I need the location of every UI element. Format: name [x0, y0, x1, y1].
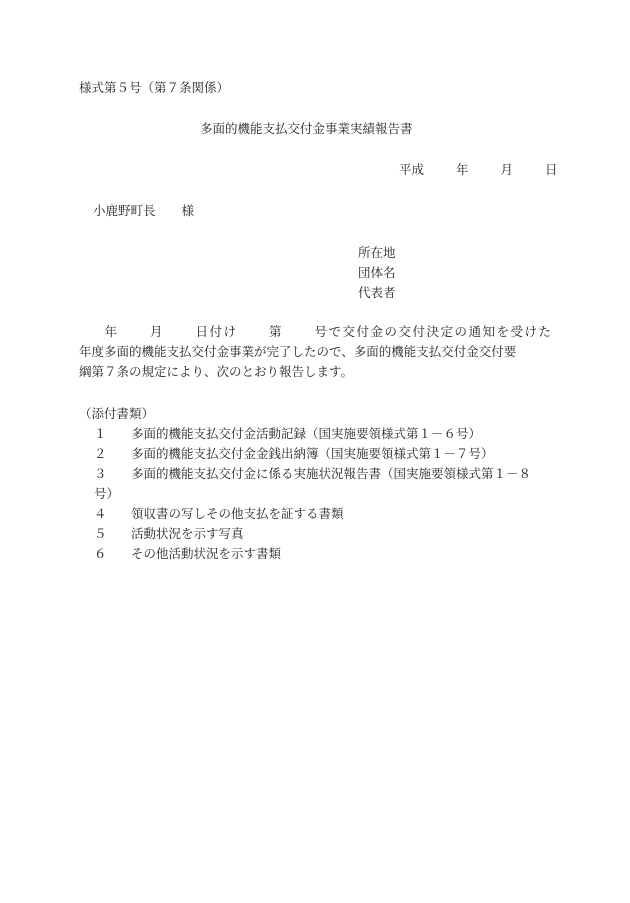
attachment-item [79, 444, 551, 464]
attachment-text: 号） [94, 486, 120, 501]
attachment-number: ４ [94, 506, 107, 521]
attachment-number: ３ [94, 466, 107, 481]
attachment-item [79, 544, 551, 564]
sender-address-label: 所在地 [358, 245, 396, 260]
body-year: 年 [103, 324, 119, 339]
attachment-item [79, 424, 551, 444]
body-line-2: 年度多面的機能支払交付金事業が完了したので、多面的機能支払交付金交付要 [79, 344, 517, 359]
date-era: 平成 [399, 162, 425, 177]
attachment-text: その他活動状況を示す書類 [131, 546, 282, 561]
body-day-dated: 日付け [194, 324, 238, 339]
attachment-text: 多面的機能支払交付金金銭出納簿（国実施要領様式第１－７号） [131, 446, 494, 461]
sender-org-label: 団体名 [358, 265, 396, 280]
form-number: 様式第５号（第７条関係） [79, 80, 230, 95]
addressee-honorific: 様 [181, 203, 195, 218]
addressee-name: 小鹿野町長 [93, 203, 156, 218]
attachment-text: 多面的機能支払交付金活動記録（国実施要領様式第１－６号） [131, 426, 482, 441]
attachment-number: ２ [94, 446, 107, 461]
attachment-number: １ [94, 426, 107, 441]
sender-block [358, 243, 396, 303]
body-line-1 [79, 322, 551, 342]
attachment-item [79, 504, 551, 524]
body-line-1-rest: 号で交付金の交付決定の通知を受けた [313, 324, 551, 339]
date-month-label: 月 [500, 162, 514, 177]
date-year-label: 年 [456, 162, 469, 177]
date-day-label: 日 [545, 162, 558, 177]
attachment-item [79, 464, 551, 484]
attachment-item [79, 524, 551, 544]
body-paragraph [79, 322, 551, 382]
attachment-number: ５ [94, 526, 107, 541]
attachment-text: 活動状況を示す写真 [131, 526, 244, 541]
attachment-number: ６ [94, 546, 107, 561]
body-month: 月 [148, 324, 164, 339]
date-line [399, 162, 558, 178]
sender-rep-label: 代表者 [358, 285, 396, 300]
attachments-heading: （添付書類） [79, 406, 155, 421]
attachment-item-continuation [79, 484, 551, 504]
document-title: 多面的機能支払交付金事業実績報告書 [200, 121, 413, 136]
attachment-text: 多面的機能支払交付金に係る実施状況報告書（国実施要領様式第１－８ [131, 466, 532, 481]
body-number-prefix: 第 [267, 324, 283, 339]
body-line-3: 綱第７条の規定により、次のとおり報告します。 [79, 364, 354, 379]
attachment-text: 領収書の写しその他支払を証する書類 [131, 506, 344, 521]
addressee [93, 203, 194, 219]
attachments-section [79, 404, 551, 564]
